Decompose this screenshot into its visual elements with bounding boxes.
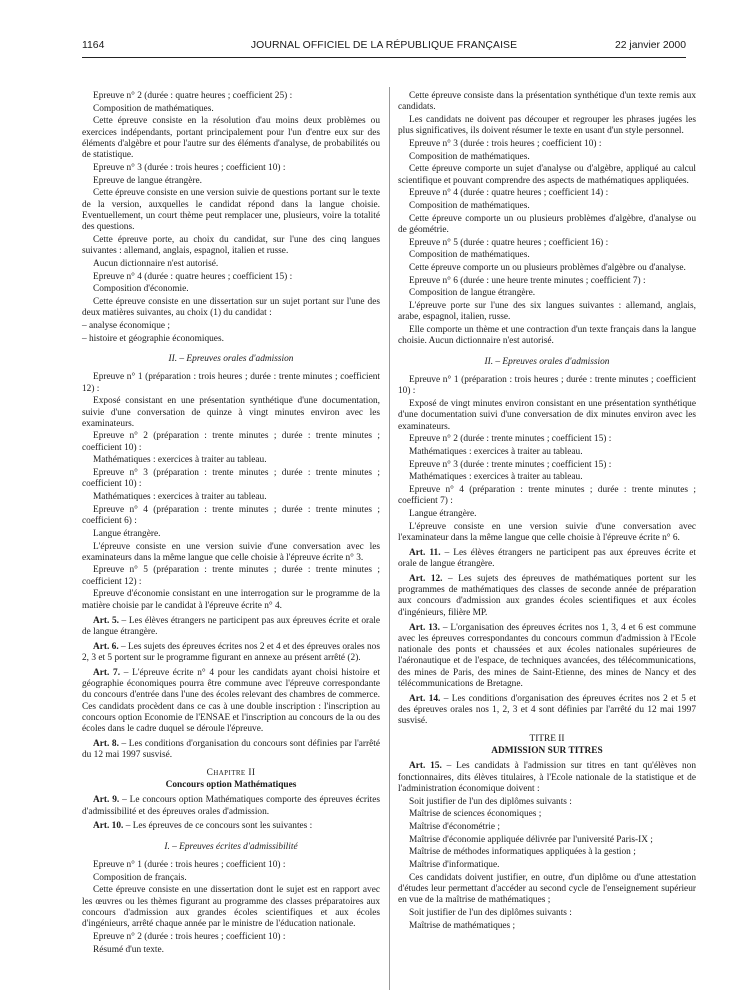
article-label: Art. 15.	[409, 761, 442, 772]
article-label: Art. 7.	[93, 667, 121, 678]
article-5	[82, 616, 380, 639]
article-text: – Les sujets des épreuves écrites nos 2 et 4 et des épreuves orales nos 2, 3 et 5 portent sur le programme figurant en annexe au présent arrêté (2).	[82, 641, 380, 663]
journal-title: JOURNAL OFFICIEL DE LA RÉPUBLIQUE FRANÇAISE	[250, 40, 518, 51]
article-7	[82, 668, 380, 736]
paragraph: Epreuve n° 5 (préparation : trente minutes ; durée : trente minutes ; coefficient 12) :	[82, 565, 380, 587]
paragraph: Maîtrise de sciences économiques ;	[409, 809, 542, 820]
list-item: – histoire et géographie économiques.	[82, 333, 224, 344]
article-label: Art. 11.	[409, 547, 441, 558]
paragraph: Exposé de vingt minutes environ consistant en une présentation synthétique d'une documentation suivi d'une conversation de dix minutes environ avec les examinateurs.	[398, 398, 696, 432]
article-label: Art. 14.	[409, 693, 441, 704]
paragraph: Epreuve n° 3 (préparation : trente minutes ; durée : trente minutes ; coefficient 10) :	[82, 468, 380, 490]
paragraph: L'épreuve consiste en une version suivie d'une conversation avec l'examinateur dans la même langue que celle choisie à l'épreuve écrite n° 6.	[398, 521, 696, 543]
paragraph: Cette épreuve comporte un sujet d'analyse ou d'algèbre, appliqué au calcul scientifique et pouvant comprendre des aspects de mathématiques appliquées.	[398, 164, 696, 186]
paragraph: Epreuve n° 2 (durée : trois heures ; coefficient 10) :	[93, 931, 286, 942]
paragraph: Epreuve n° 5 (durée : quatre heures ; coefficient 16) :	[409, 237, 609, 248]
paragraph: Epreuve n° 4 (préparation : trente minutes ; durée : trente minutes ; coefficient 6) :	[82, 504, 380, 527]
paragraph: Epreuve n° 4 (durée : quatre heures ; coefficient 15) :	[93, 271, 293, 282]
article-text: – Les candidats à l'admission sur titres en tant qu'élèves non fonctionnaires, dits élèves titulaires, à l'Ecole nationale de la statistique et de l'administration économique doivent :	[398, 761, 697, 794]
paragraph: Epreuve n° 1 (préparation : trois heures ; durée : trente minutes ; coefficient 10) :	[398, 375, 696, 397]
article-11	[398, 548, 696, 571]
paragraph: Epreuve n° 3 (durée : trois heures ; coefficient 10) :	[409, 138, 602, 149]
article-12	[398, 574, 696, 619]
paragraph: Epreuve n° 3 (durée : trois heures ; coefficient 10) :	[93, 162, 286, 173]
article-15	[398, 761, 696, 795]
paragraph: Composition de langue étrangère.	[409, 288, 536, 299]
article-9	[82, 795, 380, 818]
paragraph: Langue étrangère.	[93, 528, 161, 539]
paragraph: Cette épreuve consiste en une dissertation dont le sujet est en rapport avec les œuvres ou les thèmes figurant au programme des classes préparatoires aux concours d'admission aux grandes écoles scientifiques et aux écoles d'ingénieurs, arrêté chaque année par le ministre de l'éducation nationale.	[82, 885, 380, 930]
paragraph: Epreuve n° 1 (durée : trois heures ; coefficient 10) :	[93, 859, 286, 870]
paragraph: Ces candidats doivent justifier, en outre, d'un diplôme ou d'une attestation d'études leur permettant d'accéder au second cycle de l'enseignement supérieur en vue de la maîtrise de mathématiques ;	[398, 872, 696, 906]
paragraph: Epreuve n° 3 (durée : trente minutes ; coefficient 15) :	[409, 459, 612, 470]
article-text: – Les sujets des épreuves de mathématiques portent sur les programmes de mathématiques des classes de seconde année de préparation aux concours d'admission aux grandes écoles scientifiques et aux écoles d'ingénieurs, filière MP.	[398, 573, 696, 618]
paragraph: Composition de mathématiques.	[93, 103, 214, 114]
paragraph: Maîtrise d'informatique.	[409, 860, 500, 871]
publication-date: 22 janvier 2000	[614, 40, 686, 51]
paragraph: Mathématiques : exercices à traiter au tableau.	[93, 492, 267, 503]
right-column	[398, 91, 696, 933]
paragraph: Composition d'économie.	[93, 284, 189, 295]
paragraph: Elle comporte un thème et une contraction d'un texte français dans la langue choisie. Aucun dictionnaire n'est autorisé.	[398, 325, 696, 347]
paragraph: Composition de mathématiques.	[409, 151, 530, 162]
paragraph: Epreuve n° 1 (préparation : trois heures ; durée : trente minutes ; coefficient 12) :	[82, 372, 380, 394]
paragraph: Cette épreuve comporte un ou plusieurs problèmes d'algèbre ou d'analyse.	[409, 263, 686, 274]
paragraph: Maîtrise de méthodes informatiques appliquées à la gestion ;	[409, 847, 636, 858]
page-number: 1164	[82, 40, 105, 51]
paragraph: Epreuve d'économie consistant en une interrogation sur le programme de la matière choisie par le candidat à l'épreuve écrite n° 4.	[82, 589, 380, 611]
article-8	[82, 739, 380, 762]
paragraph: Les candidats ne doivent pas découper et regrouper les phrases jugées les plus significatives, ils doivent résumer le texte en usant d'un style personnel.	[398, 114, 696, 137]
chapter-heading: Chapitre II	[206, 767, 256, 778]
paragraph: L'épreuve porte sur l'une des six langues suivantes : allemand, anglais, arabe, espagnol, italien, russe.	[398, 301, 696, 323]
paragraph: Epreuve n° 6 (durée : une heure trente minutes ; coefficient 7) :	[409, 275, 646, 286]
paragraph: Exposé consistant en une présentation synthétique d'une documentation, suivie d'une conversation de quinze à vingt minutes environ avec les examinateurs.	[82, 396, 380, 429]
article-label: Art. 13.	[409, 622, 440, 633]
article-text: – L'organisation des épreuves écrites nos 1, 3, 4 et 6 est commune avec les épreuves correspondantes du concours commun d'admission à l'Ecole nationale des ponts et chaussées et aux écoles nationales supérieures de l'aéronautique et de l'espace, de techniques avancées, des télécommunications, des mines de Paris, des mines de Saint-Etienne, des mines de Nancy et des télécommunications de Bretagne.	[398, 622, 696, 690]
paragraph: Cette épreuve consiste dans la présentation synthétique d'un texte remis aux candidats.	[398, 91, 696, 113]
article-text: – Les conditions d'organisation des épreuves écrites nos 2 et 5 et des épreuves orales nos 1, 2, 3 et 4 sont définies par l'arrêté du 12 mai 1997 susvisé.	[398, 693, 697, 727]
section-heading: II. – Epreuves orales d'admission	[168, 353, 294, 364]
paragraph: Soit justifier de l'un des diplômes suivants :	[409, 908, 572, 919]
paragraph: Maîtrise de mathématiques ;	[409, 920, 516, 931]
article-label: Art. 6.	[93, 641, 119, 652]
paragraph: Composition de français.	[93, 872, 187, 883]
chapter-title: Concours option Mathématiques	[165, 779, 297, 790]
section-heading: II. – Epreuves orales d'admission	[484, 356, 610, 367]
paragraph: L'épreuve consiste en une version suivie d'une conversation avec les examinateurs dans la même langue que celle choisie à l'épreuve écrite n° 3.	[82, 541, 380, 563]
paragraph: Composition de mathématiques.	[409, 250, 530, 261]
list-item: – analyse économique ;	[82, 320, 170, 331]
left-column	[82, 91, 380, 957]
article-label: Art. 9.	[93, 795, 120, 806]
paragraph: Epreuve n° 2 (durée : trente minutes ; coefficient 15) :	[409, 434, 612, 445]
paragraph: Résumé d'un texte.	[93, 944, 164, 955]
article-text: – Les conditions d'organisation du concours sont définies par l'arrêté du 12 mai 1997 susvisé.	[82, 739, 381, 761]
paragraph: Mathématiques : exercices à traiter au tableau.	[93, 455, 267, 466]
article-label: Art. 12.	[409, 573, 443, 584]
paragraph: Langue étrangère.	[409, 509, 477, 519]
paragraph: Cette épreuve consiste en une version suivie de questions portant sur le texte de la version, auxquelles le candidat répond dans la langue choisie. Eventuellement, un court thème peut remplacer une, plusieurs, voire la totalité des questions.	[82, 188, 380, 233]
header-rule	[82, 57, 686, 58]
article-text: – Le concours option Mathématiques comporte des épreuves écrites d'admissibilité et des épreuves orales d'admission.	[82, 795, 381, 817]
paragraph: Soit justifier de l'un des diplômes suivants :	[409, 796, 572, 807]
title-subheading: ADMISSION SUR TITRES	[491, 746, 603, 757]
article-text: – Les épreuves de ce concours sont les suivantes :	[123, 821, 313, 832]
paragraph: Epreuve n° 4 (durée : quatre heures ; coefficient 14) :	[409, 188, 609, 199]
article-text: – L'épreuve écrite n° 4 pour les candidats ayant choisi histoire et géographie économiques pourra être commune avec l'épreuve correspondante du concours d'entrée dans l'une des écoles relevant des chambres de commerce. Ces candidats procèdent dans ce cas à une double inscription : l'inscription au concours option Economie de l'ENSAE et l'inscription au concours de la ou des écoles dans le cadre duquel se déroule l'épreuve.	[82, 667, 381, 735]
title-heading: TITRE II	[529, 733, 565, 744]
paragraph: Maîtrise d'économie appliquée délivrée par l'université Paris-IX ;	[409, 834, 653, 845]
article-label: Art. 8.	[93, 739, 119, 750]
article-label: Art. 5.	[93, 615, 119, 626]
paragraph: Cette épreuve consiste en une dissertation sur un sujet portant sur l'une des deux matières suivantes, au choix (1) du candidat :	[82, 296, 380, 319]
paragraph: Epreuve n° 2 (préparation : trente minutes ; durée : trente minutes ; coefficient 10) :	[82, 431, 380, 453]
article-text: – Les élèves étrangers ne participent pas aux épreuves écrite et orale de langue étrangère.	[398, 547, 697, 570]
article-10	[82, 821, 380, 832]
paragraph: Epreuve de langue étrangère.	[93, 175, 202, 186]
paragraph: Epreuve n° 2 (durée : quatre heures ; coefficient 25) :	[93, 91, 293, 101]
column-divider	[389, 87, 390, 990]
article-6	[82, 642, 380, 665]
article-14	[398, 694, 696, 728]
article-label: Art. 10.	[93, 821, 124, 832]
paragraph: Epreuve n° 4 (préparation : trente minutes ; durée : trente minutes ; coefficient 7) :	[398, 485, 696, 507]
paragraph: Cette épreuve porte, au choix du candidat, sur l'une des cinq langues suivantes : allemand, anglais, espagnol, italien et russe.	[82, 234, 380, 257]
paragraph: Mathématiques : exercices à traiter au tableau.	[409, 446, 583, 457]
paragraph: Aucun dictionnaire n'est autorisé.	[93, 258, 219, 269]
paragraph: Cette épreuve comporte un ou plusieurs problèmes d'algèbre, d'analyse ou de géométrie.	[398, 213, 696, 235]
paragraph: Cette épreuve consiste en la résolution d'au moins deux problèmes ou exercices indépendants, portant principalement pour l'un d'entre eux sur des éléments d'algèbre et pour l'autre sur des éléments d'analyse, de probabilités ou de statistique.	[82, 116, 380, 161]
paragraph: Composition de mathématiques.	[409, 201, 530, 212]
article-13	[398, 623, 696, 691]
paragraph: Maîtrise d'économétrie ;	[409, 821, 500, 832]
article-text: – Les élèves étrangers ne participent pas aux épreuves écrite et orale de langue étrangère.	[82, 615, 380, 637]
paragraph: Mathématiques : exercices à traiter au tableau.	[409, 472, 583, 483]
section-heading: I. – Epreuves écrites d'admissibilité	[164, 841, 298, 852]
page-header	[82, 40, 686, 56]
